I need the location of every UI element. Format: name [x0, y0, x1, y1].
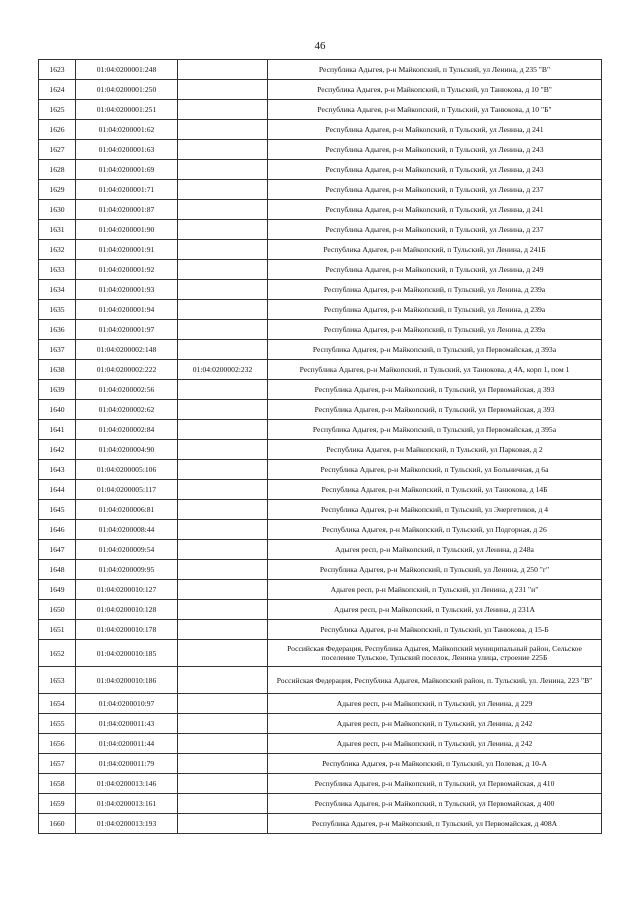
table-row: [39, 500, 602, 520]
related-number-cell: [178, 120, 268, 140]
address-cell: Адыгея респ, р-н Майкопский, п Тульский, ул Ленина, д 229: [268, 694, 602, 714]
related-number-cell: [178, 480, 268, 500]
row-number-cell: 1628: [39, 160, 76, 180]
cadastral-number-cell: 01:04:0200005:117: [76, 480, 178, 500]
address-cell: Адыгея респ, р-н Майкопский, п Тульский, ул Ленина, д 242: [268, 734, 602, 754]
table-row: [39, 260, 602, 280]
address-cell: Республика Адыгея, р-н Майкопский, п Тульский, ул Ленина, д 241: [268, 120, 602, 140]
address-cell: Республика Адыгея, р-н Майкопский, п Тульский, ул Ленина, д 250 "г": [268, 560, 602, 580]
cadastral-number-cell: 01:04:0200011:43: [76, 714, 178, 734]
related-number-cell: [178, 580, 268, 600]
table-row: [39, 794, 602, 814]
cadastral-number-cell: 01:04:0200001:71: [76, 180, 178, 200]
registry-table-body: [39, 60, 602, 834]
table-row: [39, 580, 602, 600]
related-number-cell: [178, 667, 268, 694]
cadastral-number-cell: 01:04:0200006:81: [76, 500, 178, 520]
row-number-cell: 1632: [39, 240, 76, 260]
table-row: [39, 640, 602, 667]
address-cell: Республика Адыгея, р-н Майкопский, п Тульский, ул Первомайская, д 393: [268, 380, 602, 400]
cadastral-number-cell: 01:04:0200013:161: [76, 794, 178, 814]
row-number-cell: 1643: [39, 460, 76, 480]
registry-table: [38, 59, 602, 834]
table-row: [39, 340, 602, 360]
related-number-cell: [178, 460, 268, 480]
related-number-cell: [178, 220, 268, 240]
cadastral-number-cell: 01:04:0200002:84: [76, 420, 178, 440]
cadastral-number-cell: 01:04:0200002:56: [76, 380, 178, 400]
cadastral-number-cell: 01:04:0200009:95: [76, 560, 178, 580]
cadastral-number-cell: 01:04:0200001:251: [76, 100, 178, 120]
row-number-cell: 1648: [39, 560, 76, 580]
table-row: [39, 560, 602, 580]
row-number-cell: 1659: [39, 794, 76, 814]
table-row: [39, 180, 602, 200]
table-row: [39, 200, 602, 220]
address-cell: Республика Адыгея, р-н Майкопский, п Тульский, ул Полевая, д 10-А: [268, 754, 602, 774]
table-row: [39, 620, 602, 640]
row-number-cell: 1654: [39, 694, 76, 714]
row-number-cell: 1634: [39, 280, 76, 300]
related-number-cell: [178, 694, 268, 714]
page-number: 46: [314, 40, 326, 52]
row-number-cell: 1644: [39, 480, 76, 500]
cadastral-number-cell: 01:04:0200001:93: [76, 280, 178, 300]
address-cell: Республика Адыгея, р-н Майкопский, п Тульский, ул Ленина, д 243: [268, 160, 602, 180]
cadastral-number-cell: 01:04:0200001:248: [76, 60, 178, 80]
related-number-cell: [178, 600, 268, 620]
row-number-cell: 1633: [39, 260, 76, 280]
row-number-cell: 1627: [39, 140, 76, 160]
row-number-cell: 1635: [39, 300, 76, 320]
address-cell: Российская Федерация, Республика Адыгея, Майкопский район, п. Тульский, ул. Ленина, 223 "В": [268, 667, 602, 694]
cadastral-number-cell: 01:04:0200001:62: [76, 120, 178, 140]
related-number-cell: [178, 774, 268, 794]
table-row: [39, 520, 602, 540]
related-number-cell: [178, 240, 268, 260]
cadastral-number-cell: 01:04:0200002:222: [76, 360, 178, 380]
cadastral-number-cell: 01:04:0200001:87: [76, 200, 178, 220]
cadastral-number-cell: 01:04:0200010:186: [76, 667, 178, 694]
row-number-cell: 1638: [39, 360, 76, 380]
related-number-cell: [178, 280, 268, 300]
cadastral-number-cell: 01:04:0200001:250: [76, 80, 178, 100]
table-row: [39, 540, 602, 560]
row-number-cell: 1629: [39, 180, 76, 200]
table-row: [39, 600, 602, 620]
table-row: [39, 420, 602, 440]
row-number-cell: 1658: [39, 774, 76, 794]
address-cell: Республика Адыгея, р-н Майкопский, п Тульский, ул Энергетиков, д 4: [268, 500, 602, 520]
row-number-cell: 1630: [39, 200, 76, 220]
cadastral-number-cell: 01:04:0200011:79: [76, 754, 178, 774]
row-number-cell: 1623: [39, 60, 76, 80]
row-number-cell: 1631: [39, 220, 76, 240]
row-number-cell: 1656: [39, 734, 76, 754]
related-number-cell: [178, 794, 268, 814]
row-number-cell: 1625: [39, 100, 76, 120]
related-number-cell: [178, 340, 268, 360]
row-number-cell: 1653: [39, 667, 76, 694]
related-number-cell: [178, 180, 268, 200]
row-number-cell: 1647: [39, 540, 76, 560]
table-row: [39, 100, 602, 120]
related-number-cell: [178, 140, 268, 160]
row-number-cell: 1657: [39, 754, 76, 774]
address-cell: Российская Федерация, Республика Адыгея, Майкопский муниципальный район, Сельское поселение Тульское, Тульский поселок, Ленина улица, строение 225Б: [268, 640, 602, 667]
address-cell: Республика Адыгея, р-н Майкопский, п Тульский, ул Танюкова, д 10 "Б": [268, 100, 602, 120]
related-number-cell: [178, 440, 268, 460]
address-cell: Республика Адыгея, р-н Майкопский, п Тульский, ул Танюкова, д 4А, корп 1, пом 1: [268, 360, 602, 380]
related-number-cell: [178, 160, 268, 180]
row-number-cell: 1642: [39, 440, 76, 460]
address-cell: Республика Адыгея, р-н Майкопский, п Тульский, ул Первомайская, д 400: [268, 794, 602, 814]
related-number-cell: 01:04:0200002:232: [178, 360, 268, 380]
row-number-cell: 1636: [39, 320, 76, 340]
row-number-cell: 1640: [39, 400, 76, 420]
address-cell: Адыгея респ, р-н Майкопский, п Тульский, ул Ленина, д 248а: [268, 540, 602, 560]
row-number-cell: 1655: [39, 714, 76, 734]
related-number-cell: [178, 560, 268, 580]
related-number-cell: [178, 420, 268, 440]
cadastral-number-cell: 01:04:0200011:44: [76, 734, 178, 754]
address-cell: Республика Адыгея, р-н Майкопский, п Тульский, ул Ленина, д 243: [268, 140, 602, 160]
table-row: [39, 440, 602, 460]
related-number-cell: [178, 540, 268, 560]
cadastral-number-cell: 01:04:0200002:148: [76, 340, 178, 360]
related-number-cell: [178, 380, 268, 400]
cadastral-number-cell: 01:04:0200009:54: [76, 540, 178, 560]
cadastral-number-cell: 01:04:0200008:44: [76, 520, 178, 540]
address-cell: Адыгея респ, р-н Майкопский, п Тульский, ул Ленина, д 231А: [268, 600, 602, 620]
table-row: [39, 360, 602, 380]
table-row: [39, 734, 602, 754]
address-cell: Республика Адыгея, р-н Майкопский, п Тульский, ул Больничная, д 6а: [268, 460, 602, 480]
row-number-cell: 1626: [39, 120, 76, 140]
address-cell: Республика Адыгея, р-н Майкопский, п Тульский, ул Первомайская, д 410: [268, 774, 602, 794]
cadastral-number-cell: 01:04:0200001:90: [76, 220, 178, 240]
cadastral-number-cell: 01:04:0200001:63: [76, 140, 178, 160]
address-cell: Республика Адыгея, р-н Майкопский, п Тульский, ул Ленина, д 235 "В": [268, 60, 602, 80]
row-number-cell: 1645: [39, 500, 76, 520]
address-cell: Республика Адыгея, р-н Майкопский, п Тульский, ул Ленина, д 239а: [268, 300, 602, 320]
related-number-cell: [178, 500, 268, 520]
cadastral-number-cell: 01:04:0200010:185: [76, 640, 178, 667]
related-number-cell: [178, 80, 268, 100]
cadastral-number-cell: 01:04:0200013:146: [76, 774, 178, 794]
cadastral-number-cell: 01:04:0200010:97: [76, 694, 178, 714]
row-number-cell: 1641: [39, 420, 76, 440]
table-row: [39, 240, 602, 260]
address-cell: Республика Адыгея, р-н Майкопский, п Тульский, ул Танюкова, д 10 "В": [268, 80, 602, 100]
related-number-cell: [178, 754, 268, 774]
table-row: [39, 320, 602, 340]
row-number-cell: 1650: [39, 600, 76, 620]
table-row: [39, 754, 602, 774]
related-number-cell: [178, 620, 268, 640]
row-number-cell: 1652: [39, 640, 76, 667]
cadastral-number-cell: 01:04:0200013:193: [76, 814, 178, 834]
related-number-cell: [178, 714, 268, 734]
address-cell: Республика Адыгея, р-н Майкопский, п Тульский, ул Ленина, д 249: [268, 260, 602, 280]
address-cell: Республика Адыгея, р-н Майкопский, п Тульский, ул Первомайская, д 395а: [268, 420, 602, 440]
cadastral-number-cell: 01:04:0200001:91: [76, 240, 178, 260]
table-row: [39, 774, 602, 794]
related-number-cell: [178, 520, 268, 540]
address-cell: Республика Адыгея, р-н Майкопский, п Тульский, ул Ленина, д 239а: [268, 320, 602, 340]
address-cell: Республика Адыгея, р-н Майкопский, п Тульский, ул Первомайская, д 408А: [268, 814, 602, 834]
cadastral-number-cell: 01:04:0200001:94: [76, 300, 178, 320]
table-row: [39, 160, 602, 180]
row-number-cell: 1646: [39, 520, 76, 540]
table-row: [39, 300, 602, 320]
table-row: [39, 480, 602, 500]
related-number-cell: [178, 814, 268, 834]
cadastral-number-cell: 01:04:0200001:69: [76, 160, 178, 180]
table-row: [39, 120, 602, 140]
cadastral-number-cell: 01:04:0200001:97: [76, 320, 178, 340]
related-number-cell: [178, 320, 268, 340]
table-row: [39, 380, 602, 400]
table-row: [39, 814, 602, 834]
related-number-cell: [178, 400, 268, 420]
row-number-cell: 1637: [39, 340, 76, 360]
address-cell: Республика Адыгея, р-н Майкопский, п Тульский, ул Танюкова, д 15-Б: [268, 620, 602, 640]
table-row: [39, 80, 602, 100]
related-number-cell: [178, 300, 268, 320]
cadastral-number-cell: 01:04:0200005:106: [76, 460, 178, 480]
address-cell: Республика Адыгея, р-н Майкопский, п Тульский, ул Ленина, д 237: [268, 220, 602, 240]
table-row: [39, 714, 602, 734]
cadastral-number-cell: 01:04:0200002:62: [76, 400, 178, 420]
related-number-cell: [178, 734, 268, 754]
address-cell: Республика Адыгея, р-н Майкопский, п Тульский, ул Первомайская, д 393: [268, 400, 602, 420]
row-number-cell: 1651: [39, 620, 76, 640]
table-row: [39, 460, 602, 480]
cadastral-number-cell: 01:04:0200010:128: [76, 600, 178, 620]
cadastral-number-cell: 01:04:0200004:90: [76, 440, 178, 460]
table-row: [39, 667, 602, 694]
address-cell: Республика Адыгея, р-н Майкопский, п Тульский, ул Подгорная, д 26: [268, 520, 602, 540]
cadastral-number-cell: 01:04:0200010:178: [76, 620, 178, 640]
related-number-cell: [178, 200, 268, 220]
address-cell: Республика Адыгея, р-н Майкопский, п Тульский, ул Парковая, д 2: [268, 440, 602, 460]
table-row: [39, 400, 602, 420]
row-number-cell: 1624: [39, 80, 76, 100]
address-cell: Адыгея респ, р-н Майкопский, п Тульский, ул Ленина, д 242: [268, 714, 602, 734]
related-number-cell: [178, 640, 268, 667]
address-cell: Республика Адыгея, р-н Майкопский, п Тульский, ул Ленина, д 241Б: [268, 240, 602, 260]
address-cell: Республика Адыгея, р-н Майкопский, п Тульский, ул Ленина, д 241: [268, 200, 602, 220]
address-cell: Республика Адыгея, р-н Майкопский, п Тульский, ул Первомайская, д 393а: [268, 340, 602, 360]
related-number-cell: [178, 60, 268, 80]
row-number-cell: 1649: [39, 580, 76, 600]
row-number-cell: 1660: [39, 814, 76, 834]
table-row: [39, 694, 602, 714]
address-cell: Республика Адыгея, р-н Майкопский, п Тульский, ул Ленина, д 239а: [268, 280, 602, 300]
table-row: [39, 280, 602, 300]
address-cell: Адыгея респ, р-н Майкопский, п Тульский, ул Ленина, д 231 "и": [268, 580, 602, 600]
table-row: [39, 140, 602, 160]
table-row: [39, 60, 602, 80]
related-number-cell: [178, 260, 268, 280]
row-number-cell: 1639: [39, 380, 76, 400]
cadastral-number-cell: 01:04:0200001:92: [76, 260, 178, 280]
address-cell: Республика Адыгея, р-н Майкопский, п Тульский, ул Танюкова, д 14Б: [268, 480, 602, 500]
table-row: [39, 220, 602, 240]
cadastral-number-cell: 01:04:0200010:127: [76, 580, 178, 600]
related-number-cell: [178, 100, 268, 120]
address-cell: Республика Адыгея, р-н Майкопский, п Тульский, ул Ленина, д 237: [268, 180, 602, 200]
